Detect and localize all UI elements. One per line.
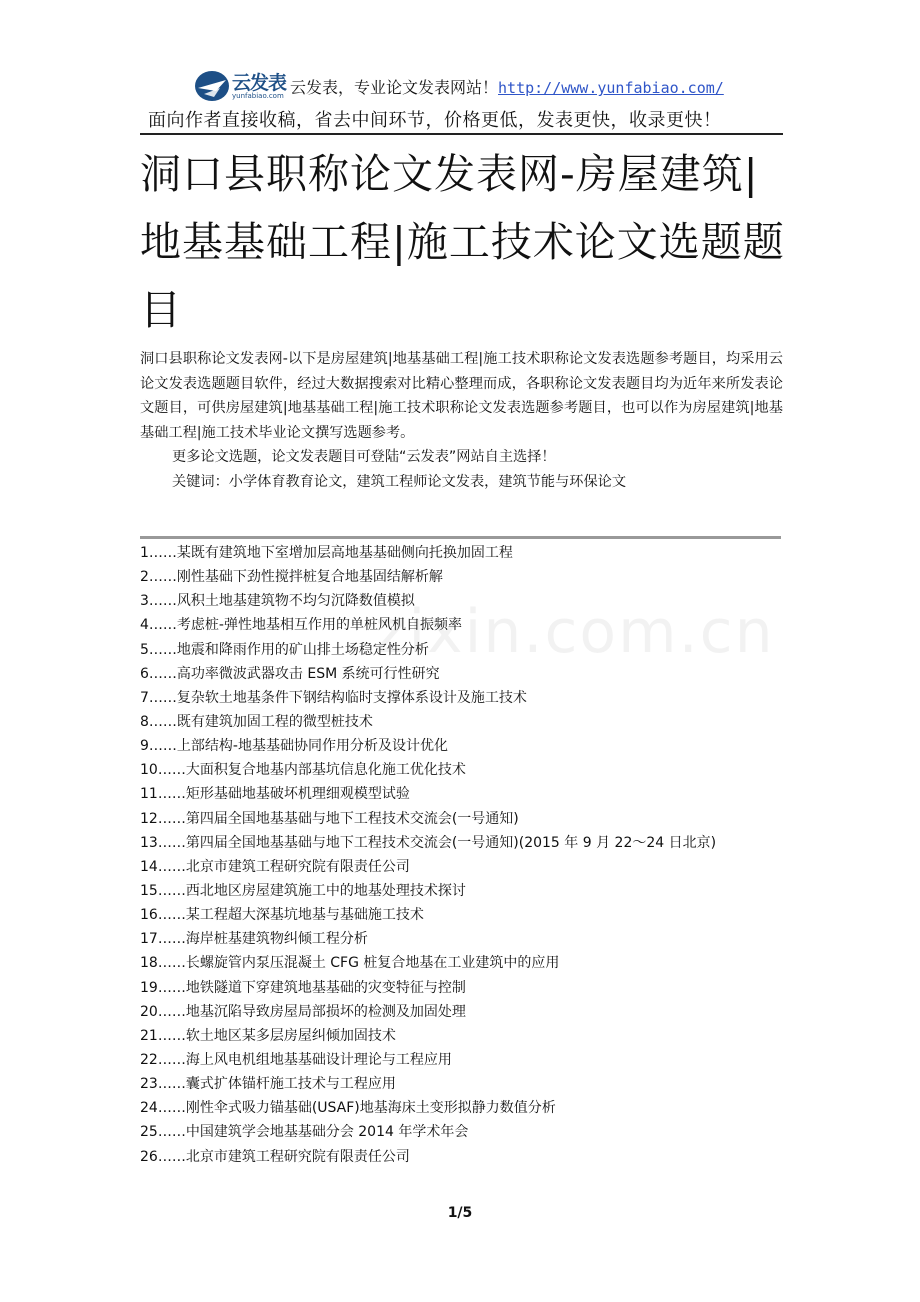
list-item: 24……刚性伞式吸力锚基础(USAF)地基海床土变形拟静力数值分析: [140, 1100, 556, 1117]
list-item: 13……第四届全国地基基础与地下工程技术交流会(一号通知)(2015 年 9 月 22～24 日北京): [140, 834, 717, 851]
list-item: 22……海上风电机组地基基础设计理论与工程应用: [140, 1051, 452, 1068]
list-item: 15……西北地区房屋建筑施工中的地基处理技术探讨: [140, 882, 466, 899]
more-topics-text: 更多论文选题，论文发表题目可登陆“云发表”网站自主选择！: [172, 449, 556, 465]
list-item: 25……中国建筑学会地基基础分会 2014 年学术年会: [140, 1124, 469, 1141]
list-item: 2……刚性基础下劲性搅拌桩复合地基固结解析解: [140, 569, 443, 586]
site-url-link[interactable]: http://www.yunfabiao.com/: [498, 79, 724, 97]
list-item: 5……地震和降雨作用的矿山排土场稳定性分析: [140, 641, 429, 658]
list-item: 7……复杂软土地基条件下钢结构临时支撑体系设计及施工技术: [140, 689, 527, 706]
list-item: 1……某既有建筑地下室增加层高地基基础侧向托换加固工程: [140, 545, 513, 561]
list-divider: [140, 536, 781, 539]
list-item: 19……地铁隧道下穿建筑地基基础的灾变特征与控制: [140, 979, 466, 996]
logo-text: 云发表: [232, 72, 287, 94]
list-item: 12……第四届全国地基基础与地下工程技术交流会(一号通知): [140, 810, 519, 827]
intro-paragraph: 洞口县职称论文发表网-以下是房屋建筑|地基基础工程|施工技术职称论文发表选题参考题目，均采用云论文发表选题题目软件，经过大数据搜索对比精心整理而成，各职称论文发表题目均为近年来所发表论文题目，可供房屋建筑|地基基础工程|施工技术职称论文发表选题参考题目，也可以作为房屋建筑|地基基础工程|施工技术毕业论文撰写选题参考。: [140, 351, 783, 441]
list-item: 3……风积土地基建筑物不均匀沉降数值模拟: [140, 593, 415, 610]
list-item: 21……软土地区某多层房屋纠倾加固技术: [140, 1027, 396, 1044]
header-slogan: [290, 75, 724, 98]
yunfabiao-logo[interactable]: [194, 67, 288, 107]
page-header: [140, 62, 783, 132]
cloud-plane-icon: [194, 69, 230, 103]
page-title: 洞口县职称论文发表网-房屋建筑|地基基础工程|施工技术论文选题题目: [140, 150, 785, 334]
list-item: 18……长螺旋管内泵压混凝土 CFG 桩复合地基在工业建筑中的应用: [140, 955, 560, 972]
list-item: 26……北京市建筑工程研究院有限责任公司: [140, 1148, 410, 1165]
logo-subtext: yunfabiao.com: [232, 92, 284, 100]
list-item: 16……某工程超大深基坑地基与基础施工技术: [140, 907, 424, 924]
list-item: 20……地基沉陷导致房屋局部损坏的检测及加固处理: [140, 1003, 466, 1020]
list-item: 14……北京市建筑工程研究院有限责任公司: [140, 858, 410, 875]
list-item: 4……考虑桩-弹性地基相互作用的单桩风机自振频率: [140, 617, 462, 634]
header-divider: [140, 133, 783, 135]
list-item: 11……矩形基础地基破坏机理细观模型试验: [140, 786, 410, 803]
watermark: zixin.com.cn: [375, 597, 775, 667]
page-number: 1/5: [447, 1205, 473, 1221]
keywords-line: 关键词：小学体育教育论文，建筑工程师论文发表，建筑节能与环保论文: [172, 474, 627, 490]
list-item: 8……既有建筑加固工程的微型桩技术: [140, 713, 373, 730]
list-item: 17……海岸桩基建筑物纠倾工程分析: [140, 931, 368, 948]
list-item: 23……囊式扩体锚杆施工技术与工程应用: [140, 1076, 396, 1093]
header-tagline: 面向作者直接收稿，省去中间环节，价格更低，发表更快，收录更快！: [148, 110, 722, 131]
slogan-text: 云发表，专业论文发表网站！: [290, 78, 499, 97]
topic-list: [140, 541, 790, 1169]
list-item: 10……大面积复合地基内部基坑信息化施工优化技术: [140, 762, 466, 779]
list-item: 9……上部结构-地基基础协同作用分析及设计优化: [140, 738, 448, 755]
list-item: 6……高功率微波武器攻击 ESM 系统可行性研究: [140, 665, 440, 682]
